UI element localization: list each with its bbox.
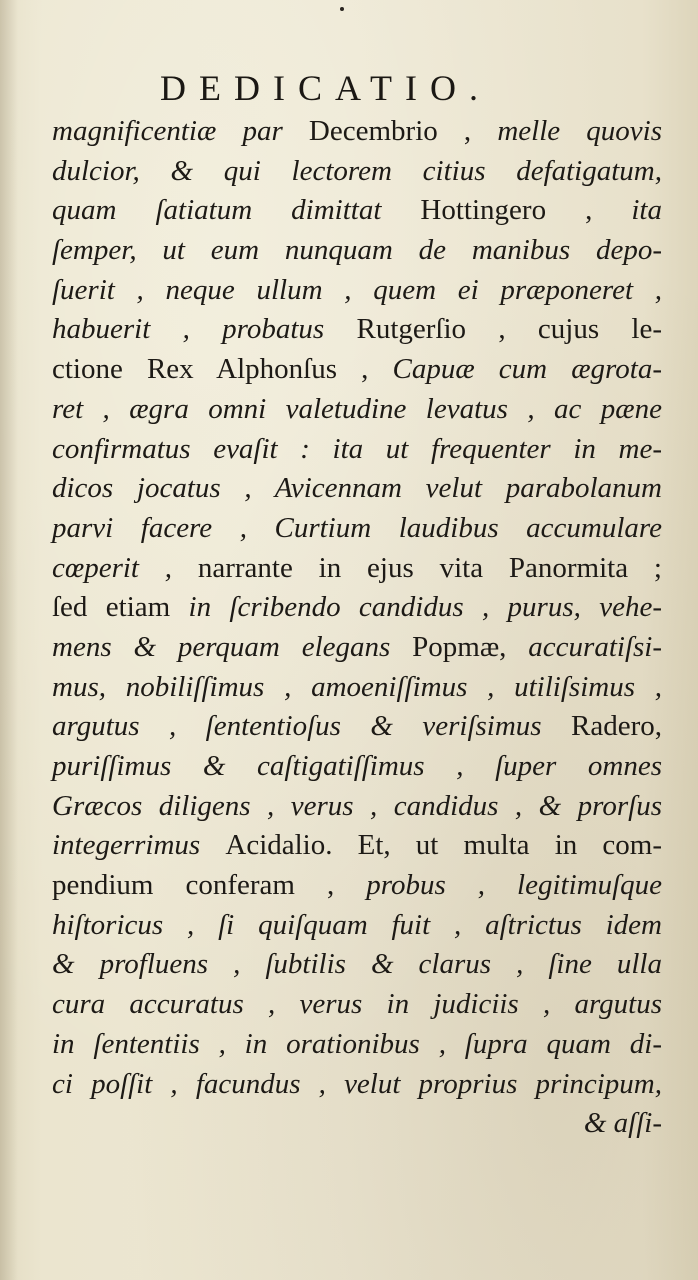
text-run: dicos jocatus , Avicennam velut parabolanum [52,472,662,505]
text-run: ret , ægra omni valetudine levatus , ac pæne [52,392,662,425]
text-line [52,191,662,231]
text-run: confirmatus evaſit : ita ut frequenter in me- [52,432,662,465]
text-run: argutus , ſententioſus & veriſsimus [52,710,571,743]
text-run: puriſſimus & caſtigatiſſimus , ſuper omnes [52,750,662,782]
text-line [52,469,662,509]
text-run: ctione Rex Alphonſus , [52,353,393,386]
text-run: cœperit , [52,551,198,584]
text-run: & aſſi- [583,1107,662,1140]
text-run: ſuerit , neque ullum , quem ei præponeret , [52,273,662,306]
text-line [52,906,662,946]
text-run: cura accuratus , verus in judiciis , argutus [52,988,662,1021]
text-line [52,747,662,787]
text-line [52,1065,662,1105]
text-line [52,350,662,390]
text-run: parvi facere , Curtium laudibus accumulare [52,511,662,544]
text-run: Radero, [571,710,662,743]
text-line [52,985,662,1025]
text-line [52,310,662,350]
text-run: Popmæ, [412,630,529,663]
text-line [52,1025,662,1065]
text-line [52,668,662,708]
text-line [52,588,662,628]
text-run: Hottingero , [420,194,632,227]
text-run: ſemper, ut eum nunquam de manibus depo- [52,234,662,267]
text-run: Decembrio , [308,115,498,147]
text-run: & profluens , ſubtilis & clarus , ſine ulla [52,948,662,981]
text-line [52,390,662,430]
text-run: melle quovis [497,115,662,147]
text-line [52,628,662,668]
text-run: probus , legitimuſque [366,869,663,902]
text-line [52,866,662,906]
running-head: DEDICATIO. [160,68,491,108]
text-run: in ſententiis , in orationibus , ſupra quam di- [52,1027,662,1060]
text-line [52,549,662,589]
text-line [52,231,662,271]
text-run: narrante in ejus vita Panormita ; [197,551,662,584]
text-line [52,509,662,549]
text-run: accuratiſsi- [528,630,662,663]
text-run: hiſtoricus , ſi quiſquam fuit , aſtrictus idem [52,908,662,941]
text-line [52,430,662,470]
text-run: Rutgerſio , cujus le- [356,313,663,346]
text-line [52,112,662,152]
text-line [52,1104,662,1144]
text-run: magnificentiæ par [52,115,309,147]
text-run: ci poſſit , facundus , velut proprius principum, [52,1067,662,1100]
ink-speck [340,7,344,11]
text-run: mus, nobiliſſimus , amoeniſſimus , utiliſsimus , [52,670,662,703]
text-run: integerrimus [52,829,226,862]
text-run: ita [631,194,662,227]
text-run: Capuæ cum ægrota- [392,353,662,386]
text-run: mens & perquam elegans [52,630,413,663]
text-run: Acidalio. Et, ut multa in com- [225,829,663,862]
text-line [52,707,662,747]
text-line [52,787,662,827]
text-line [52,271,662,311]
text-line [52,945,662,985]
text-run: quam ſatiatum dimittat [52,194,421,227]
text-line [52,152,662,192]
text-run: pendium conferam , [52,869,367,902]
page-spine-shadow [0,0,18,1280]
text-run: ſed etiam [52,591,189,624]
text-run: Græcos diligens , verus , candidus , & prorſus [52,789,662,822]
text-run: dulcior, & qui lectorem citius defatigatum, [52,154,662,187]
text-run: habuerit , probatus [52,313,357,346]
text-line [52,826,662,866]
body-text [52,112,662,1144]
text-run: in ſcribendo candidus , purus, vehe- [188,591,662,624]
